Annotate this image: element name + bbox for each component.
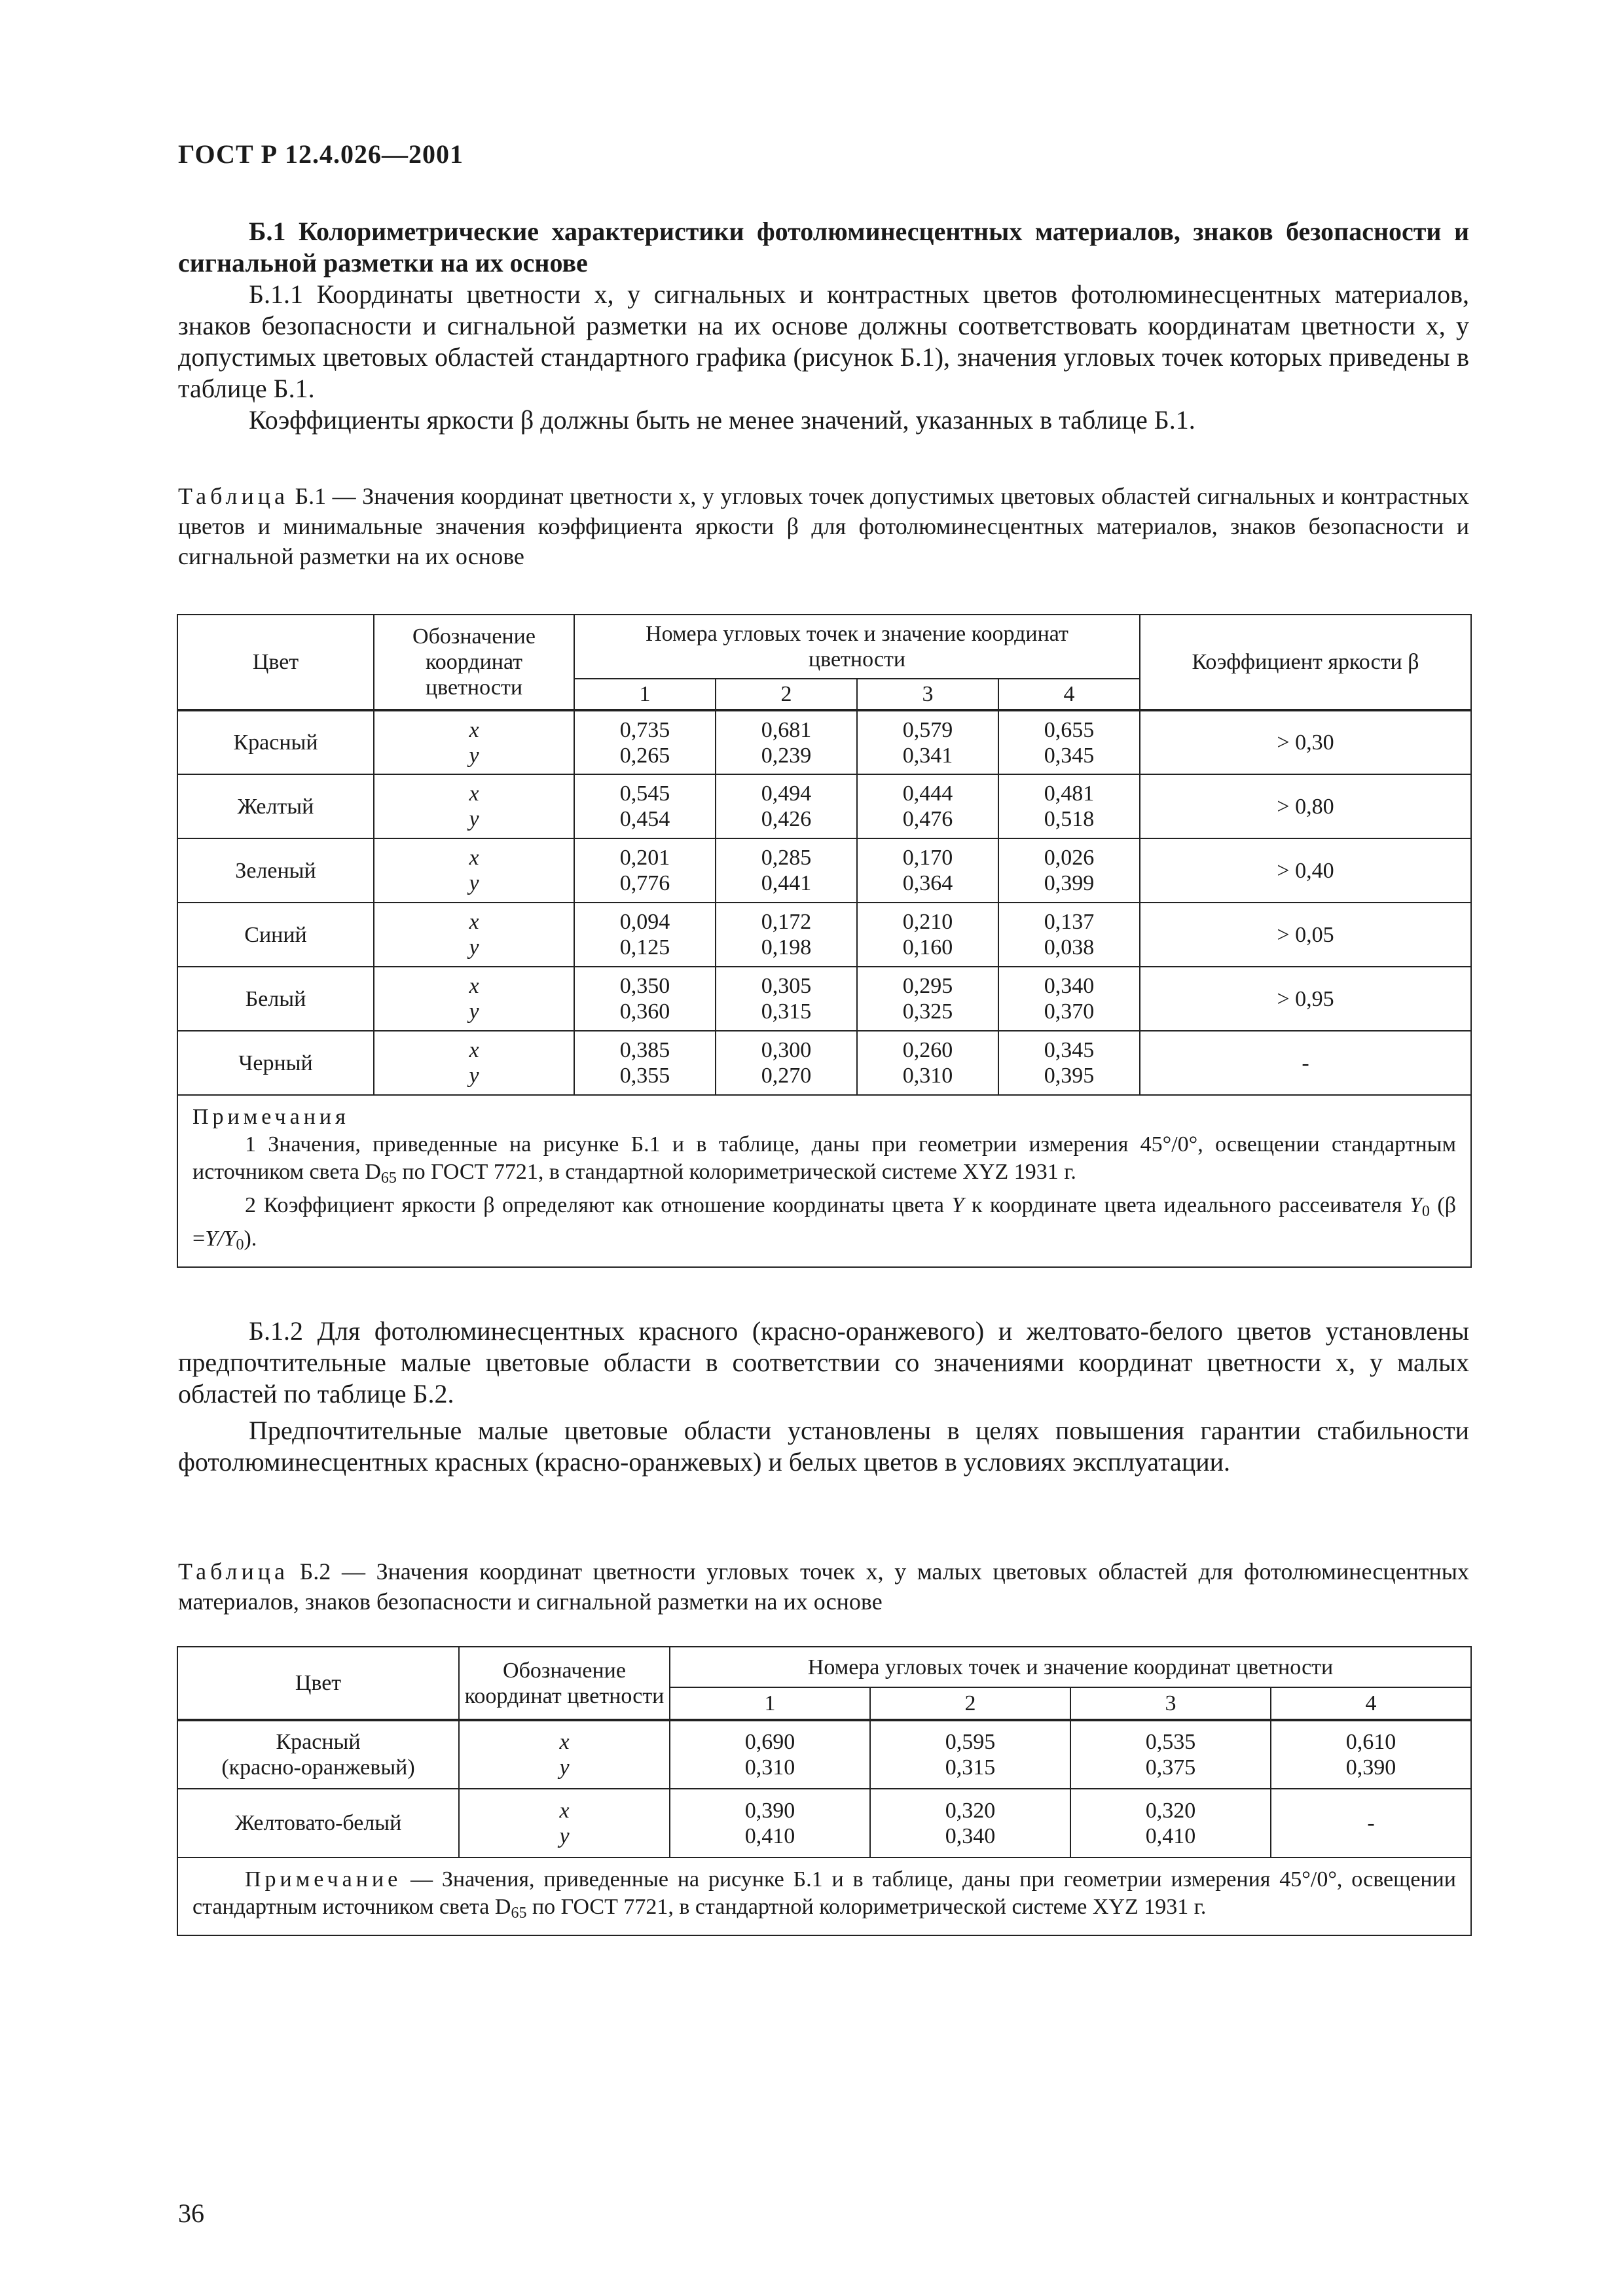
corner-1-cell: 0,545 0,454: [574, 774, 716, 838]
corner-3-cell: 0,295 0,325: [857, 967, 998, 1031]
color-name-cell: Черный: [177, 1031, 374, 1095]
table-row: [177, 838, 1471, 903]
coordinate-label-cell: x y: [374, 903, 574, 967]
beta-cell: > 0,80: [1140, 774, 1471, 838]
coordinate-label-cell: x y: [374, 774, 574, 838]
page-number: 36: [178, 2198, 204, 2228]
coordinate-label-cell: x y: [374, 967, 574, 1031]
corner-2-cell: 0,305 0,315: [716, 967, 857, 1031]
table1-note-1: 1 Значения, приведенные на рисунке Б.1 и в таблице, даны при геометрии измерения 45°/0°, освещении стандартным источником света $D_{65}$ по ГОСТ 7721, в стандартной колориметрической системе XYZ 1931 г.: [192, 1132, 1456, 1187]
corner-4-cell: 0,026 0,399: [998, 838, 1140, 903]
table2-caption-lead: Таблица: [178, 1558, 289, 1585]
corner-3-cell: 0,260 0,310: [857, 1031, 998, 1095]
table2-caption-text: Б.2 — Значения координат цветности угловых точек x, y малых цветовых областей для фотолюминесцентных материалов, знаков безопасности и сигнальной разметки на их основе: [178, 1558, 1469, 1615]
table1-caption-lead: Таблица: [178, 483, 289, 509]
table1-note-2: 2 Коэффициент яркости β определяют как отношение координаты цвета Y к координате цвета идеального рассеивателя $Y_0$ $(\beta =Y/Y_0)$.: [192, 1193, 1457, 1253]
corner-3-cell: 0,444 0,476: [857, 774, 998, 838]
table-row: [177, 1789, 1471, 1857]
corner-3-cell: 0,170 0,364: [857, 838, 998, 903]
table1-header-n2: 2: [716, 679, 857, 710]
corner-2-cell: 0,285 0,441: [716, 838, 857, 903]
beta-cell: > 0,05: [1140, 903, 1471, 967]
table2-header-n4: 4: [1271, 1687, 1471, 1720]
table-row: [177, 710, 1471, 774]
table-row: [177, 903, 1471, 967]
beta-cell: > 0,40: [1140, 838, 1471, 903]
table2: [177, 1646, 1472, 1936]
corner-4-cell: -: [1271, 1789, 1471, 1857]
paragraph-b1-2-intro: Б.1.2 Для фотолюминесцентных красного (красно-оранжевого) и желтовато-белого цветов установлены предпочтительные малые цветовые области в соответствии со значениями координат цветности x, y малых областей по таблице Б.2.: [178, 1316, 1469, 1408]
color-name-cell: Желтовато-белый: [177, 1789, 459, 1857]
table2-caption: [178, 1556, 1469, 1617]
table2-header-color: Цвет: [177, 1647, 459, 1720]
table1-notes-title: Примечания: [192, 1105, 350, 1129]
corner-3-cell: 0,535 0,375: [1070, 1720, 1271, 1789]
table1-caption-text: Б.1 — Значения координат цветности x, y угловых точек допустимых цветовых областей сигнальных и контрастных цветов и минимальные значения коэффициента яркости β для фотолюминесцентных материалов, знаков безопасности и сигнальной разметки на их основе: [178, 483, 1470, 569]
table1-notes: [177, 1095, 1471, 1267]
corner-2-cell: 0,172 0,198: [716, 903, 857, 967]
corner-1-cell: 0,094 0,125: [574, 903, 716, 967]
corner-1-cell: 0,350 0,360: [574, 967, 716, 1031]
table-row: [177, 967, 1471, 1031]
document-header: ГОСТ Р 12.4.026—2001: [178, 139, 464, 169]
corner-2-cell: 0,300 0,270: [716, 1031, 857, 1095]
coordinate-label-cell: x y: [459, 1720, 670, 1789]
table1-header-designation: Обозначение координат цветности: [374, 615, 574, 710]
coordinate-label-cell: x y: [459, 1789, 670, 1857]
color-name-cell: Синий: [177, 903, 374, 967]
section-heading-b1: Б.1 Колориметрические характеристики фотолюминесцентных материалов, знаков безопасности и сигнальной разметки на их основе: [178, 217, 1469, 278]
table1-header-n1: 1: [574, 679, 716, 710]
paragraph-b1-1: Б.1.1 Координаты цветности x, y сигнальных и контрастных цветов фотолюминесцентных материалов, знаков безопасности и сигнальной разметки на их основе должны соответствовать координатам цветности x, y допустимых цветовых областей стандартного графика (рисунок Б.1), значения угловых точек которых приведены в таблице Б.1.: [178, 279, 1469, 403]
table1-header-corners: Номера угловых точек и значение координат цветности: [574, 615, 1140, 679]
beta-cell: > 0,30: [1140, 710, 1471, 774]
table-row: [177, 1720, 1471, 1789]
corner-4-cell: 0,655 0,345: [998, 710, 1140, 774]
corner-2-cell: 0,681 0,239: [716, 710, 857, 774]
table-row: [177, 1031, 1471, 1095]
paragraph-b1-2-second: Предпочтительные малые цветовые области установлены в целях повышения гарантии стабильности фотолюминесцентных красных (красно-оранжевых) и белых цветов в условиях эксплуатации.: [178, 1416, 1469, 1477]
corner-1-cell: 0,385 0,355: [574, 1031, 716, 1095]
color-name-cell: Красный: [177, 710, 374, 774]
corner-3-cell: 0,320 0,410: [1070, 1789, 1271, 1857]
table2-note: Примечание — Значения, приведенные на рисунке Б.1 и в таблице, даны при геометрии измерения 45°/0°, освещении стандартным источником света $D_{65}$ по ГОСТ 7721, в стандартной колориметрической системе XYZ 1931 г.: [177, 1857, 1471, 1935]
table-row: [177, 774, 1471, 838]
coordinate-label-cell: x y: [374, 710, 574, 774]
table2-header-n1: 1: [670, 1687, 870, 1720]
table1: [177, 614, 1472, 1268]
beta-cell: > 0,95: [1140, 967, 1471, 1031]
table2-header-n3: 3: [1070, 1687, 1271, 1720]
beta-cell: -: [1140, 1031, 1471, 1095]
color-name-cell: Красный (красно-оранжевый): [177, 1720, 459, 1789]
corner-2-cell: 0,320 0,340: [870, 1789, 1070, 1857]
table1-header-n3: 3: [857, 679, 998, 710]
color-name-cell: Белый: [177, 967, 374, 1031]
corner-1-cell: 0,735 0,265: [574, 710, 716, 774]
corner-4-cell: 0,481 0,518: [998, 774, 1140, 838]
table2-header-n2: 2: [870, 1687, 1070, 1720]
corner-3-cell: 0,579 0,341: [857, 710, 998, 774]
corner-2-cell: 0,494 0,426: [716, 774, 857, 838]
table2-header-designation: Обозначение координат цветности: [459, 1647, 670, 1720]
color-name-cell: Зеленый: [177, 838, 374, 903]
corner-1-cell: 0,201 0,776: [574, 838, 716, 903]
color-name-cell: Желтый: [177, 774, 374, 838]
corner-4-cell: 0,340 0,370: [998, 967, 1140, 1031]
corner-1-cell: 0,390 0,410: [670, 1789, 870, 1857]
table1-header-n4: 4: [998, 679, 1140, 710]
coordinate-label-cell: x y: [374, 838, 574, 903]
corner-2-cell: 0,595 0,315: [870, 1720, 1070, 1789]
table1-caption: [178, 481, 1469, 571]
table1-header-beta: Коэффициент яркости β: [1140, 615, 1471, 710]
corner-3-cell: 0,210 0,160: [857, 903, 998, 967]
table1-header-color: Цвет: [177, 615, 374, 710]
coordinate-label-cell: x y: [374, 1031, 574, 1095]
paragraph-b1-2: Коэффициенты яркости β должны быть не менее значений, указанных в таблице Б.1.: [249, 405, 1195, 435]
corner-1-cell: 0,690 0,310: [670, 1720, 870, 1789]
corner-4-cell: 0,610 0,390: [1271, 1720, 1471, 1789]
corner-4-cell: 0,137 0,038: [998, 903, 1140, 967]
corner-4-cell: 0,345 0,395: [998, 1031, 1140, 1095]
table2-header-corners: Номера угловых точек и значение координат цветности: [670, 1647, 1471, 1687]
